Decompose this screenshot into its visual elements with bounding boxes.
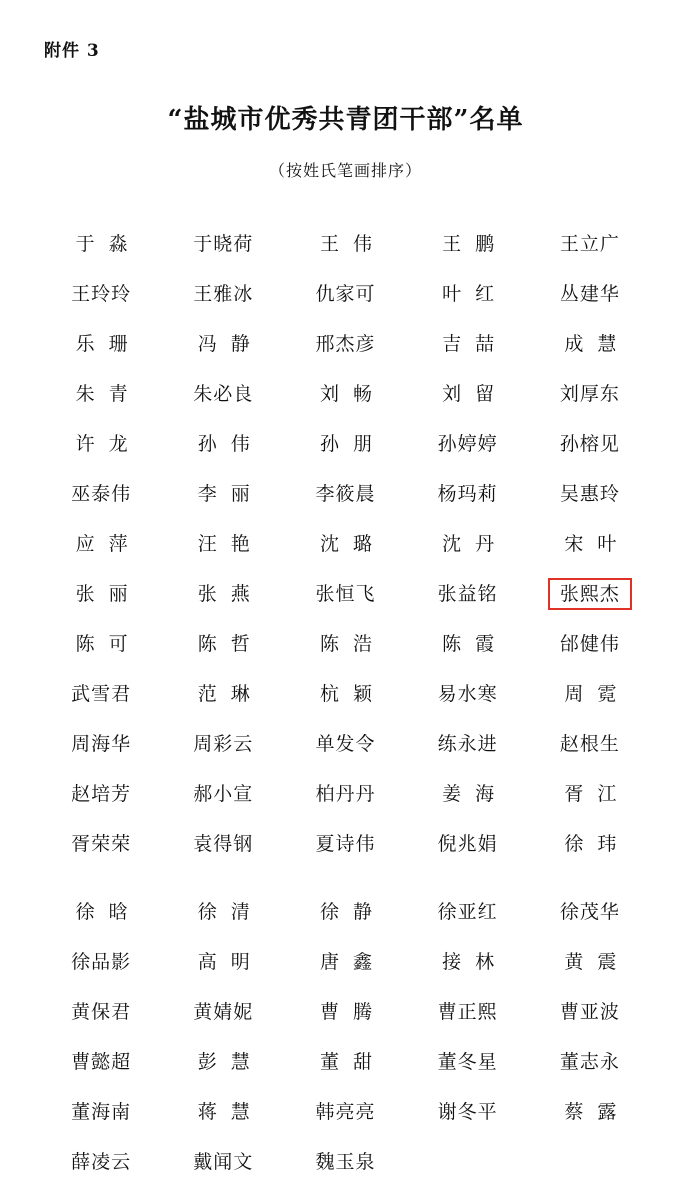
name-cell xyxy=(162,719,284,769)
name-text: 冯静 xyxy=(197,332,264,355)
name-cell xyxy=(407,569,529,619)
name-cell xyxy=(284,419,406,469)
name-row xyxy=(40,1087,651,1137)
name-text: 曹正熙 xyxy=(437,1000,498,1023)
name-text: 孙伟 xyxy=(197,432,264,455)
name-text: 沈丹 xyxy=(442,532,509,555)
name-text: 陈哲 xyxy=(197,632,264,655)
name-text: 徐静 xyxy=(319,900,386,923)
name-cell xyxy=(529,937,651,987)
name-row xyxy=(40,469,651,519)
name-cell xyxy=(407,219,529,269)
name-text: 姜海 xyxy=(442,782,509,805)
name-text: 徐玮 xyxy=(564,832,631,855)
name-text: 武雪君 xyxy=(71,682,132,705)
name-text: 张燕 xyxy=(197,582,264,605)
name-text: 仇家可 xyxy=(315,282,376,305)
name-cell xyxy=(40,269,162,319)
name-text: 汪艳 xyxy=(197,532,264,555)
name-text: 张熙杰 xyxy=(548,578,632,611)
name-cell xyxy=(40,1087,162,1137)
empty-cell xyxy=(529,1137,651,1187)
spacer-cell xyxy=(284,869,406,887)
name-cell xyxy=(407,619,529,669)
name-text: 黄震 xyxy=(564,950,631,973)
name-cell xyxy=(529,1087,651,1137)
name-text: 徐清 xyxy=(197,900,264,923)
name-cell xyxy=(284,819,406,869)
name-text: 孙婷婷 xyxy=(437,432,498,455)
name-cell xyxy=(284,987,406,1037)
name-text: 周海华 xyxy=(71,732,132,755)
name-cell xyxy=(162,937,284,987)
name-row xyxy=(40,937,651,987)
name-cell xyxy=(284,219,406,269)
name-text: 夏诗伟 xyxy=(315,832,376,855)
name-text: 张恒飞 xyxy=(315,582,376,605)
name-cell xyxy=(284,619,406,669)
name-text: 周彩云 xyxy=(193,732,254,755)
name-text: 徐亚红 xyxy=(437,900,498,923)
name-cell xyxy=(407,469,529,519)
name-row xyxy=(40,219,651,269)
name-cell xyxy=(407,519,529,569)
name-cell xyxy=(529,419,651,469)
name-text: 黄保君 xyxy=(71,1000,132,1023)
name-text: 魏玉泉 xyxy=(315,1150,376,1173)
name-cell xyxy=(529,769,651,819)
name-cell xyxy=(529,469,651,519)
name-row xyxy=(40,319,651,369)
name-text: 许龙 xyxy=(75,432,142,455)
name-text: 成慧 xyxy=(564,332,631,355)
name-row xyxy=(40,369,651,419)
name-cell xyxy=(40,719,162,769)
name-cell xyxy=(407,369,529,419)
name-row xyxy=(40,987,651,1037)
row-spacer xyxy=(40,869,651,887)
name-cell xyxy=(284,369,406,419)
name-cell xyxy=(284,269,406,319)
name-text: 薛凌云 xyxy=(71,1150,132,1173)
name-cell xyxy=(407,419,529,469)
name-text: 叶红 xyxy=(442,282,509,305)
name-text: 柏丹丹 xyxy=(315,782,376,805)
name-text: 黄婧妮 xyxy=(193,1000,254,1023)
name-row xyxy=(40,569,651,619)
name-text: 孙榕见 xyxy=(559,432,620,455)
name-cell xyxy=(162,769,284,819)
name-cell xyxy=(284,1037,406,1087)
name-cell xyxy=(162,887,284,937)
name-row xyxy=(40,619,651,669)
name-cell xyxy=(40,419,162,469)
name-text: 谢冬平 xyxy=(437,1100,498,1123)
name-cell xyxy=(284,569,406,619)
name-cell xyxy=(40,219,162,269)
name-cell xyxy=(40,987,162,1037)
name-row xyxy=(40,719,651,769)
name-text: 曹懿超 xyxy=(71,1050,132,1073)
name-text: 唐鑫 xyxy=(319,950,386,973)
name-text: 刘留 xyxy=(442,382,509,405)
name-text: 王玲玲 xyxy=(71,282,132,305)
name-cell xyxy=(284,519,406,569)
name-cell xyxy=(284,319,406,369)
name-cell xyxy=(40,619,162,669)
name-cell xyxy=(162,519,284,569)
page-title: “盐城市优秀共青团干部”名单 xyxy=(167,105,524,135)
name-text: 袁得钢 xyxy=(193,832,254,855)
name-cell xyxy=(162,569,284,619)
name-text: 陈可 xyxy=(75,632,142,655)
name-cell xyxy=(529,887,651,937)
name-cell xyxy=(284,769,406,819)
name-text: 沈璐 xyxy=(319,532,386,555)
name-cell xyxy=(407,269,529,319)
name-list-table xyxy=(40,219,651,1187)
name-cell xyxy=(407,769,529,819)
name-text: 邰健伟 xyxy=(559,632,620,655)
name-text: 于淼 xyxy=(75,232,142,255)
name-text: 杭颖 xyxy=(319,682,386,705)
name-text: 徐茂华 xyxy=(559,900,620,923)
name-text: 王伟 xyxy=(319,232,386,255)
name-text: 巫泰伟 xyxy=(71,482,132,505)
name-text: 易水寒 xyxy=(437,682,498,705)
name-text: 彭慧 xyxy=(197,1050,264,1073)
name-cell xyxy=(407,669,529,719)
page-subtitle: （按姓氏笔画排序） xyxy=(268,161,422,180)
name-cell xyxy=(284,1137,406,1187)
name-text: 单发令 xyxy=(315,732,376,755)
name-text: 乐珊 xyxy=(75,332,142,355)
name-cell xyxy=(284,469,406,519)
name-text: 杨玛莉 xyxy=(437,482,498,505)
name-cell xyxy=(162,419,284,469)
name-text: 高明 xyxy=(197,950,264,973)
name-text: 朱青 xyxy=(75,382,142,405)
name-row xyxy=(40,819,651,869)
name-cell xyxy=(529,219,651,269)
name-row xyxy=(40,419,651,469)
name-text: 蔡露 xyxy=(564,1100,631,1123)
name-text: 刘畅 xyxy=(319,382,386,405)
name-text: 丛建华 xyxy=(559,282,620,305)
name-cell xyxy=(529,319,651,369)
name-text: 曹腾 xyxy=(319,1000,386,1023)
name-cell xyxy=(529,519,651,569)
name-cell xyxy=(284,719,406,769)
highlighted-name-cell xyxy=(529,569,651,619)
name-text: 陈霞 xyxy=(442,632,509,655)
name-text: 胥荣荣 xyxy=(71,832,132,855)
name-cell xyxy=(162,987,284,1037)
spacer-cell xyxy=(529,869,651,887)
name-text: 徐品影 xyxy=(71,950,132,973)
name-text xyxy=(460,1160,476,1168)
name-cell xyxy=(284,669,406,719)
name-text: 朱必良 xyxy=(193,382,254,405)
name-text: 周霓 xyxy=(564,682,631,705)
name-text: 徐晗 xyxy=(75,900,142,923)
name-cell xyxy=(40,769,162,819)
name-cell xyxy=(407,319,529,369)
name-cell xyxy=(162,1137,284,1187)
name-text: 郝小宣 xyxy=(193,782,254,805)
name-text: 范琳 xyxy=(197,682,264,705)
name-row xyxy=(40,769,651,819)
name-cell xyxy=(284,937,406,987)
name-text: 曹亚波 xyxy=(559,1000,620,1023)
name-cell xyxy=(40,937,162,987)
attachment-label: 附件 3 xyxy=(44,41,100,61)
name-cell xyxy=(40,519,162,569)
name-cell xyxy=(529,669,651,719)
name-cell xyxy=(162,319,284,369)
name-cell xyxy=(407,937,529,987)
name-row xyxy=(40,1037,651,1087)
name-text: 张益铭 xyxy=(437,582,498,605)
name-cell xyxy=(407,1087,529,1137)
name-text: 倪兆娟 xyxy=(437,832,498,855)
name-text: 胥江 xyxy=(564,782,631,805)
name-text: 赵根生 xyxy=(559,732,620,755)
name-cell xyxy=(162,369,284,419)
name-text: 李丽 xyxy=(197,482,264,505)
name-text: 王鹏 xyxy=(442,232,509,255)
name-cell xyxy=(529,269,651,319)
name-text: 刘厚东 xyxy=(559,382,620,405)
name-text: 赵培芳 xyxy=(71,782,132,805)
name-text: 吉喆 xyxy=(442,332,509,355)
name-text: 董海南 xyxy=(71,1100,132,1123)
name-text: 邢杰彦 xyxy=(315,332,376,355)
name-row xyxy=(40,519,651,569)
name-cell xyxy=(529,719,651,769)
name-cell xyxy=(40,469,162,519)
name-cell xyxy=(529,369,651,419)
name-cell xyxy=(407,987,529,1037)
name-text: 于晓荷 xyxy=(193,232,254,255)
name-row xyxy=(40,669,651,719)
name-cell xyxy=(40,1137,162,1187)
name-row xyxy=(40,1137,651,1187)
name-cell xyxy=(162,469,284,519)
spacer-cell xyxy=(407,869,529,887)
name-cell xyxy=(284,887,406,937)
name-row xyxy=(40,269,651,319)
name-cell xyxy=(40,369,162,419)
name-cell xyxy=(40,887,162,937)
name-text: 蒋慧 xyxy=(197,1100,264,1123)
name-cell xyxy=(407,1037,529,1087)
name-text xyxy=(582,1160,598,1168)
name-text: 王雅冰 xyxy=(193,282,254,305)
name-cell xyxy=(284,1087,406,1137)
name-cell xyxy=(40,819,162,869)
name-cell xyxy=(529,1037,651,1087)
name-cell xyxy=(162,1037,284,1087)
name-cell xyxy=(407,719,529,769)
name-text: 戴闻文 xyxy=(193,1150,254,1173)
name-text: 练永进 xyxy=(437,732,498,755)
name-text: 张丽 xyxy=(75,582,142,605)
spacer-cell xyxy=(162,869,284,887)
name-row xyxy=(40,887,651,937)
name-cell xyxy=(162,269,284,319)
name-cell xyxy=(40,569,162,619)
name-text: 接林 xyxy=(442,950,509,973)
name-cell xyxy=(162,819,284,869)
name-text: 宋叶 xyxy=(564,532,631,555)
name-cell xyxy=(407,887,529,937)
name-cell xyxy=(162,669,284,719)
name-text: 陈浩 xyxy=(319,632,386,655)
name-text: 董甜 xyxy=(319,1050,386,1073)
name-cell xyxy=(529,619,651,669)
name-text: 韩亮亮 xyxy=(315,1100,376,1123)
spacer-cell xyxy=(40,869,162,887)
name-cell xyxy=(40,669,162,719)
name-cell xyxy=(162,619,284,669)
name-cell xyxy=(40,1037,162,1087)
name-text: 吴惠玲 xyxy=(559,482,620,505)
name-cell xyxy=(529,987,651,1037)
name-text: 董冬星 xyxy=(437,1050,498,1073)
name-text: 王立广 xyxy=(559,232,620,255)
name-cell xyxy=(162,1087,284,1137)
name-cell xyxy=(40,319,162,369)
empty-cell xyxy=(407,1137,529,1187)
name-text: 应萍 xyxy=(75,532,142,555)
name-cell xyxy=(162,219,284,269)
name-text: 孙朋 xyxy=(319,432,386,455)
name-cell xyxy=(529,819,651,869)
name-text: 董志永 xyxy=(559,1050,620,1073)
name-text: 李筱晨 xyxy=(315,482,376,505)
name-list-body xyxy=(40,219,651,1187)
name-cell xyxy=(407,819,529,869)
